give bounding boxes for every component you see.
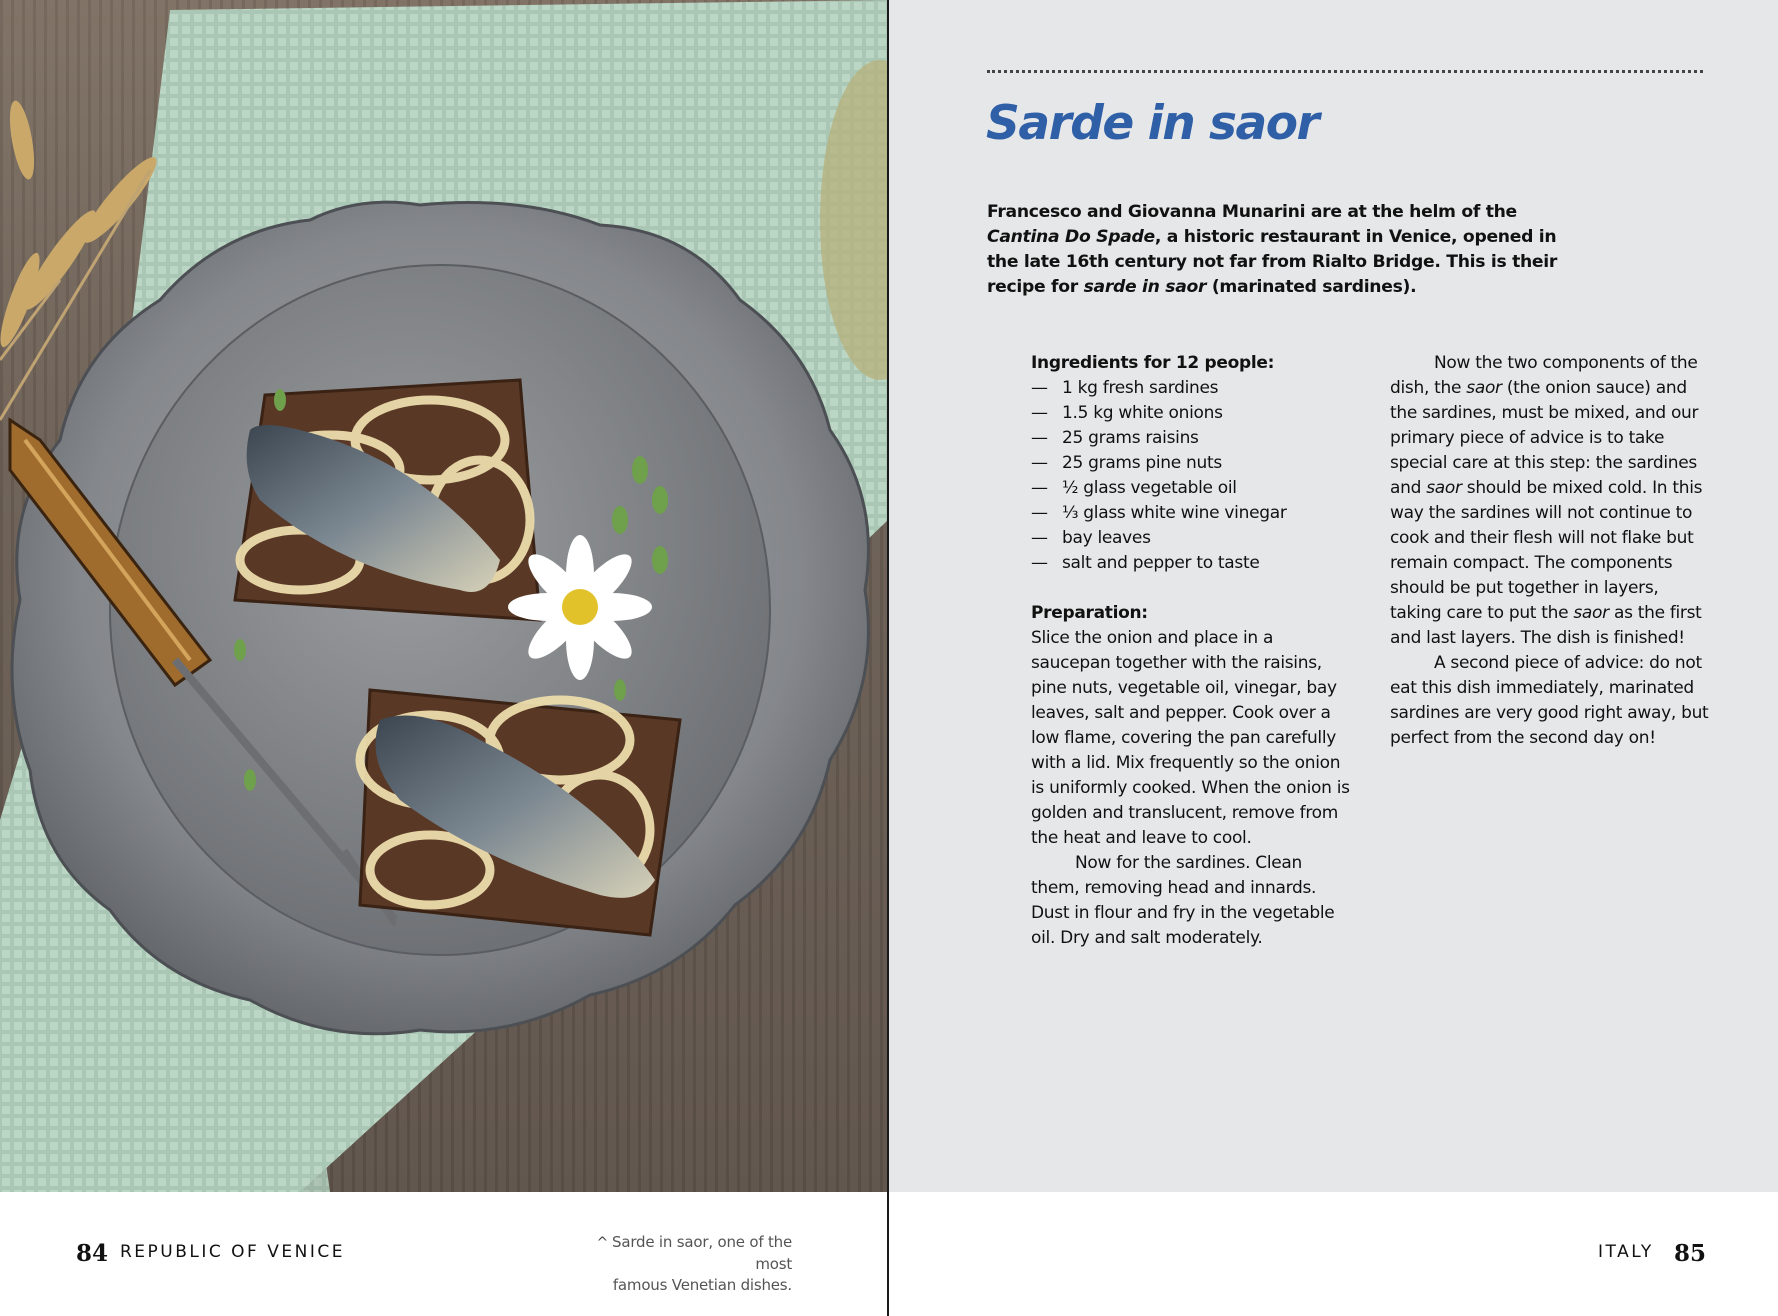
- right-page-number: 85: [1674, 1240, 1707, 1267]
- saor-term: saor: [1573, 603, 1609, 623]
- left-page-number: 84: [76, 1240, 109, 1267]
- intro-paragraph: [987, 200, 1567, 300]
- mixing-paragraph: [1390, 351, 1715, 651]
- caret-up-icon: ^: [596, 1235, 608, 1251]
- caption-text: Sarde in saor, one of the most: [612, 1233, 792, 1273]
- ingredients-list: [1031, 376, 1351, 576]
- ingredient-text: ⅓ glass white wine vinegar: [1062, 503, 1287, 523]
- dish-name: sarde in saor: [1083, 277, 1207, 297]
- ingredient-text: 25 grams pine nuts: [1062, 453, 1222, 473]
- preparation-heading: Preparation:: [1031, 603, 1148, 623]
- ingredient-item: [1031, 401, 1351, 426]
- ingredient-text: ½ glass vegetable oil: [1062, 478, 1237, 498]
- ingredient-item: [1031, 451, 1351, 476]
- intro-text: Francesco and Giovanna Munarini are at the helm of the: [987, 202, 1517, 222]
- ingredient-item: [1031, 476, 1351, 501]
- saor-term: saor: [1466, 378, 1502, 398]
- sardines-plate-illustration: [0, 0, 888, 1192]
- ingredient-item: [1031, 426, 1351, 451]
- left-running-head: REPUBLIC OF VENICE: [120, 1242, 345, 1262]
- list-dash: —: [1031, 478, 1048, 498]
- gutter-line: [887, 0, 889, 1316]
- list-dash: —: [1031, 528, 1048, 548]
- recipe-column-left: [1031, 351, 1351, 951]
- body-text: as the first and last layers. The dish is finished!: [1390, 603, 1702, 648]
- list-dash: —: [1031, 503, 1048, 523]
- food-photo: [0, 0, 888, 1192]
- advice-paragraph: A second piece of advice: do not eat this dish immediately, marinated sardines are very good right away, but perfect from the second day on!: [1390, 653, 1709, 748]
- recipe-title: Sarde in saor: [986, 96, 1319, 151]
- saor-term: saor: [1426, 478, 1462, 498]
- body-text: (the onion sauce) and the sardines, must be mixed, and our primary piece of advice is to take special care at this step: the sardines and: [1390, 378, 1699, 498]
- ingredient-item: [1031, 501, 1351, 526]
- list-dash: —: [1031, 553, 1048, 573]
- ingredient-item: [1031, 526, 1351, 551]
- photo-caption: [560, 1232, 792, 1296]
- caption-text: famous Venetian dishes.: [612, 1276, 792, 1294]
- list-dash: —: [1031, 428, 1048, 448]
- ingredient-item: [1031, 551, 1351, 576]
- ingredient-text: 25 grams raisins: [1062, 428, 1199, 448]
- body-text: Now the two components of the dish, the: [1390, 353, 1698, 398]
- recipe-column-right: [1390, 351, 1715, 751]
- ingredient-text: salt and pepper to taste: [1062, 553, 1260, 573]
- ingredient-text: 1 kg fresh sardines: [1062, 378, 1219, 398]
- list-dash: —: [1031, 378, 1048, 398]
- ingredient-text: 1.5 kg white onions: [1062, 403, 1223, 423]
- body-text: should be mixed cold. In this way the sardines will not continue to cook and their flesh will not flake but remain compact. The components should be put together in layers, taking care to put the: [1390, 478, 1703, 623]
- dotted-rule: [987, 70, 1703, 73]
- list-dash: —: [1031, 453, 1048, 473]
- right-running-head: ITALY: [1598, 1242, 1654, 1262]
- restaurant-name: Cantina Do Spade: [987, 227, 1155, 247]
- intro-text: , a historic restaurant in Venice, opened in the late 16th century not far from Rialto Bridge. This is their recipe for: [987, 227, 1558, 297]
- ingredient-text: bay leaves: [1062, 528, 1151, 548]
- ingredients-heading: Ingredients for 12 people:: [1031, 353, 1275, 373]
- ingredient-item: [1031, 376, 1351, 401]
- list-dash: —: [1031, 403, 1048, 423]
- intro-text: (marinated sardines).: [1206, 277, 1417, 297]
- preparation-paragraph-1: Slice the onion and place in a saucepan together with the raisins, pine nuts, vegetable oil, vinegar, bay leaves, salt and pepper. Cook over a low flame, covering the pan carefully with a lid. Mix frequently so the onion is uniformly cooked. When the onion is golden and translucent, remove from the heat and leave to cool.: [1031, 628, 1350, 848]
- preparation-paragraph-2: Now for the sardines. Clean them, removing head and innards. Dust in flour and fry in the vegetable oil. Dry and salt moderately.: [1031, 853, 1335, 948]
